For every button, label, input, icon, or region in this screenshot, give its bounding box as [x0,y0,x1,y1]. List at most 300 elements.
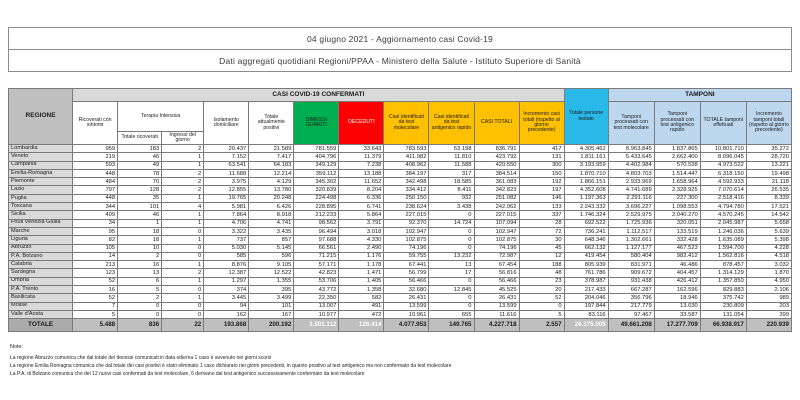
data-cell: 14 [73,252,118,260]
data-cell: 761.786 [564,269,608,277]
data-cell: 10.801.710 [700,145,746,153]
data-cell: 7.238 [339,161,384,169]
data-cell: 349.129 [294,161,339,169]
data-cell: 4.803.703 [608,169,654,177]
data-cell: 582 [339,294,384,302]
data-cell: 197 [519,186,564,194]
footnotes-list [10,354,451,378]
data-cell: 982.412 [654,252,700,260]
data-cell: 4.402.984 [608,161,654,169]
col-header-casi-antigenico: Casi identificati da test antigenico rapido [429,102,474,145]
data-cell: 7.152 [204,153,249,161]
data-cell: 11.688 [204,169,249,177]
col-header-incremento-casi: Incremento casi totali (rispetto al giorno precedente) [519,102,564,145]
data-cell: 1.314.129 [700,269,746,277]
data-cell: 49 [118,161,162,169]
data-cell: 212.233 [294,211,339,219]
data-cell: 52 [519,294,564,302]
data-cell: 1 [162,194,204,202]
data-cell: 12.845 [429,286,474,294]
data-cell: 10.961 [384,310,429,318]
region-name: Lazio [9,186,73,194]
data-cell: 92.370 [384,219,429,227]
col-header-attualmente-positivi: Totale attualmente positivi [249,102,294,145]
data-cell: 95 [73,227,118,235]
data-cell: 64.183 [249,161,294,169]
data-cell: 17.521 [746,203,791,211]
region-name: Sicilia [9,211,73,219]
data-cell: 3.696.227 [608,203,654,211]
data-cell: 0 [118,302,162,310]
data-cell: 105 [73,244,118,252]
data-cell: 11.616 [474,310,519,318]
data-cell: 5 [118,286,162,294]
data-cell: 0 [162,302,204,310]
totals-cell: 200.192 [249,319,294,332]
region-name: Puglia [9,194,73,202]
data-cell: 4.706 [204,219,249,227]
data-cell: 408.962 [384,161,429,169]
data-cell: 5.864 [339,211,384,219]
totals-cell: 4.077.953 [384,319,429,332]
data-cell: 2.106 [746,286,791,294]
data-cell: 2.243.332 [564,203,608,211]
data-cell: 97.467 [608,310,654,318]
data-cell: 648.346 [564,236,608,244]
data-cell: 1.594.700 [700,244,746,252]
table-body [9,145,792,332]
col-header-tamponi-totale: TOTALE tamponi effettuati [700,102,746,145]
data-cell: 3.435 [249,227,294,235]
data-cell: 250.150 [384,194,429,202]
data-cell: 83.116 [564,310,608,318]
data-cell: 42.823 [294,269,339,277]
data-cell: 18 [118,227,162,235]
data-cell: 2 [162,269,204,277]
data-cell: 378.987 [564,277,608,285]
data-cell: 931.438 [608,277,654,285]
data-cell: 13.007 [294,302,339,310]
data-cell: 4.973.522 [700,161,746,169]
table-row [9,294,792,302]
data-cell: 829.883 [700,286,746,294]
data-cell: 836.791 [474,145,519,153]
data-cell: 13.780 [249,186,294,194]
data-cell: 13.188 [339,169,384,177]
data-cell: 0 [162,227,204,235]
data-cell: 781.559 [294,145,339,153]
data-cell: 98.562 [294,219,339,227]
col-header-isolamento: Isolamento domiciliare [204,102,249,145]
data-cell: 342.498 [384,178,429,186]
table-row [9,252,792,260]
data-cell: 2 [162,169,204,177]
data-cell: 101 [249,302,294,310]
data-cell: 317 [429,169,474,177]
data-cell: 238.624 [384,203,429,211]
data-cell: 23 [519,277,564,285]
data-cell: 102.947 [474,227,519,235]
report-date-title: 04 giugno 2021 - Aggiornamento casi Covid-19 [306,33,493,44]
data-cell: 26.535 [746,186,791,194]
data-cell: 805.939 [564,261,608,269]
data-cell: 0 [162,310,204,318]
data-cell: 1.746.324 [564,211,608,219]
data-cell: 0 [429,277,474,285]
data-cell: 228.895 [294,203,339,211]
data-cell: 128 [118,186,162,194]
col-header-ricoverati: Ricoverati con sintomi [73,102,118,145]
table-row [9,244,792,252]
data-cell: 8.411 [429,186,474,194]
data-cell: 1.562.816 [700,252,746,260]
data-cell: 20.248 [249,194,294,202]
data-cell: 1.098.553 [654,203,700,211]
region-name: Umbria [9,277,73,285]
data-cell: 13.599 [384,302,429,310]
data-cell: 342.823 [474,186,519,194]
data-cell: 1.405 [339,277,384,285]
region-name: Toscana [9,203,73,211]
data-cell: 5.981 [204,203,249,211]
data-cell: 33.643 [339,145,384,153]
data-cell: 1.635.089 [700,236,746,244]
data-cell: 300 [519,161,564,169]
data-cell: 5.030 [204,244,249,252]
totals-cell: 220.939 [746,319,791,332]
table-row [9,194,792,202]
data-cell: 14.724 [429,219,474,227]
data-cell: 11.379 [339,153,384,161]
data-cell: 34 [73,219,118,227]
data-cell: 183 [118,145,162,153]
totals-row [9,319,792,332]
data-cell: 0 [162,286,204,294]
data-cell: 404.457 [654,269,700,277]
data-cell: 52 [73,294,118,302]
data-cell: 3.032 [746,261,791,269]
table-row [9,161,792,169]
data-cell: 1.870 [746,269,791,277]
data-cell: 374 [204,286,249,294]
table-header [9,89,792,145]
data-cell: 593 [73,161,118,169]
data-cell: 74.196 [474,244,519,252]
col-header-tamponi-antigenico: Tamponi processati con test antigenico rapido [654,102,700,145]
data-cell: 5.145 [249,244,294,252]
data-cell: 1 [162,294,204,302]
data-cell: 1.197.363 [564,194,608,202]
data-cell: 332.428 [654,236,700,244]
data-cell: 204.046 [564,294,608,302]
data-cell: 46 [118,153,162,161]
data-cell: 1 [162,261,204,269]
data-cell: 2.662.400 [654,153,700,161]
table-row [9,269,792,277]
data-cell: 2.291.116 [608,194,654,202]
data-cell: 133 [519,203,564,211]
data-cell: 131.054 [700,310,746,318]
data-cell: 53.706 [294,277,339,285]
data-cell: 10.977 [294,310,339,318]
footnote-item: La P.A. di Bolzano comunica che dei 12 nuovi casi confermati da test molecolare, 6 derivano dal test antigenico successivamente confermato da test molecolare [10,370,365,377]
region-name: Calabria [9,261,73,269]
data-cell: 6.318.150 [700,169,746,177]
data-cell: 0 [429,244,474,252]
data-cell: 7.070.614 [700,186,746,194]
data-cell: 18.946 [654,294,700,302]
region-name: Piemonte [9,178,73,186]
data-cell: 1.357.850 [700,277,746,285]
region-name: Friuli Venezia Giulia [9,219,73,227]
data-cell: 3.975 [204,178,249,186]
data-cell: 4.794.780 [700,203,746,211]
data-cell: 0 [162,252,204,260]
data-cell: 203 [746,302,791,310]
data-cell: 66.561 [294,244,339,252]
data-cell: 26.431 [384,294,429,302]
col-header-ti-ingressi: Ingressi del giorno [162,132,204,145]
data-cell: 97.688 [294,236,339,244]
data-cell: 361.083 [474,178,519,186]
data-cell: 1.355 [249,277,294,285]
data-cell: 1.246.036 [700,227,746,235]
data-cell: 8.918 [249,211,294,219]
data-cell: 3.499 [249,294,294,302]
col-header-ti-totale: Totale ricoverati [118,132,162,145]
totals-cell: 49.661.208 [608,319,654,332]
data-cell: 96.494 [294,227,339,235]
data-cell: 3.445 [204,294,249,302]
totals-cell: 193.868 [204,319,249,332]
data-cell: 94 [204,302,249,310]
region-name: P.A. Bolzano [9,252,73,260]
data-cell: 2.328.925 [654,186,700,194]
data-cell: 1.358 [339,286,384,294]
data-cell: 857 [249,236,294,244]
data-cell: 5 [519,310,564,318]
data-cell: 337 [519,211,564,219]
data-cell: 102.947 [384,227,429,235]
data-cell: 1.658.964 [654,178,700,186]
data-cell: 419.454 [564,252,608,260]
totals-cell: 149.765 [429,319,474,332]
data-cell: 213 [73,261,118,269]
region-name: Veneto [9,153,73,161]
data-cell: 33.587 [654,310,700,318]
totals-cell: 17.277.709 [654,319,700,332]
data-cell: 63.541 [204,161,249,169]
data-cell: 78 [118,169,162,177]
data-cell: 230.809 [700,302,746,310]
data-cell: 72.987 [474,252,519,260]
data-cell: 0 [118,310,162,318]
data-cell: 491 [339,302,384,310]
totals-cell: 26.375.005 [564,319,608,332]
table-row [9,310,792,318]
data-cell: 35.272 [746,145,791,153]
data-cell: 217.779 [608,302,654,310]
totals-label: TOTALE [9,319,73,332]
data-cell: 2 [162,145,204,153]
data-cell: 1 [162,153,204,161]
data-cell: 2.040.270 [654,211,700,219]
data-cell: 162 [204,310,249,318]
data-cell: 18.585 [429,178,474,186]
data-cell: 909.672 [608,269,654,277]
data-cell: 146 [519,194,564,202]
data-cell: 417 [519,145,564,153]
data-cell: 2 [118,294,162,302]
data-cell: 35 [118,194,162,202]
data-cell: 74.196 [384,244,429,252]
data-cell: 4.330 [339,236,384,244]
data-cell: 28.720 [746,153,791,161]
data-cell: 32.680 [384,286,429,294]
data-cell: 797 [73,186,118,194]
table-row [9,277,792,285]
data-cell: 131 [519,153,564,161]
data-cell: 188 [519,261,564,269]
data-cell: 484 [73,178,118,186]
data-cell: 71.215 [294,252,339,260]
totals-cell: 22 [162,319,204,332]
data-cell: 56.816 [474,269,519,277]
data-cell: 20.437 [204,145,249,153]
data-cell: 150 [519,169,564,177]
data-cell: 72 [519,227,564,235]
data-cell: 1.112.517 [608,227,654,235]
data-cell: 1.866.151 [564,178,608,186]
col-header-dimessi-guariti: DIMESSI GUARITI [294,102,339,145]
data-cell: 5.398 [746,236,791,244]
data-cell: 45 [519,244,564,252]
data-cell: 56.466 [474,277,519,285]
data-cell: 4.305.462 [564,145,608,153]
totals-cell: 3.901.112 [294,319,339,332]
data-cell: 13.221 [746,161,791,169]
table-row [9,169,792,177]
data-cell: 20 [519,286,564,294]
data-cell: 21.589 [249,145,294,153]
data-cell: 59.755 [384,252,429,260]
table-row [9,203,792,211]
totals-cell: 4.227.718 [474,319,519,332]
data-cell: 13.232 [429,252,474,260]
table-row [9,186,792,194]
data-cell: 9.105 [249,261,294,269]
data-cell: 67.454 [474,261,519,269]
data-cell: 1.297 [204,277,249,285]
footnote-item: La regione Emilia Romagna comunica che dal totale dei casi positivi è stato eliminato 1 caso dichiarato nei giorni precedenti, in quanto positivo al test antigenico ma non confermato da test molecolare [10,362,452,369]
data-cell: 43.772 [294,286,339,294]
data-cell: 375.742 [700,294,746,302]
table-row [9,236,792,244]
data-cell: 1.811.161 [564,153,608,161]
data-cell: 197.844 [564,302,608,310]
region-name: Lombardia [9,145,73,153]
data-cell: 395 [249,286,294,294]
data-cell: 7.864 [204,211,249,219]
data-cell: 4.352.608 [564,186,608,194]
report-title-box [8,27,792,72]
col-header-persone-testate: Totale persone testate [564,89,608,145]
data-cell: 2.490 [339,244,384,252]
col-header-terapia-intensiva: Terapia Intensiva [118,102,204,132]
table-row [9,219,792,227]
data-cell: 5.433.645 [608,153,654,161]
data-cell: 359.112 [294,169,339,177]
data-cell: 6.426 [249,203,294,211]
data-cell: 831.971 [608,261,654,269]
data-cell: 227.015 [474,211,519,219]
data-cell: 1.176 [339,252,384,260]
region-name: Molise [9,302,73,310]
data-cell: 4 [162,203,204,211]
data-cell: 662.132 [564,244,608,252]
data-cell: 345.302 [294,178,339,186]
data-cell: 11.588 [429,161,474,169]
report-source-subtitle: Dati aggregati quotidiani Regioni/PPAA - Ministero della Salute - Istituto Superiore di Sanità [9,49,791,71]
data-cell: 21.118 [746,178,791,186]
data-cell: 162.596 [654,286,700,294]
band-tamponi: TAMPONI [608,89,791,102]
data-cell: 384.514 [474,169,519,177]
data-cell: 101 [118,203,162,211]
data-cell: 19.498 [746,169,791,177]
data-cell: 932 [429,194,474,202]
data-cell: 56.466 [384,277,429,285]
data-cell: 67.441 [384,261,429,269]
data-cell: 167 [249,310,294,318]
data-cell: 1 [162,219,204,227]
data-cell: 320.051 [654,219,700,227]
data-cell: 4.518 [746,252,791,260]
data-cell: 13 [118,269,162,277]
data-cell: 411.982 [384,153,429,161]
data-cell: 56.799 [384,269,429,277]
data-cell: 46.486 [654,261,700,269]
data-cell: 959 [73,145,118,153]
data-cell: 12.387 [204,269,249,277]
region-name: Valle d'Aosta [9,310,73,318]
table-row [9,261,792,269]
data-cell: 3.322 [204,227,249,235]
table-row [9,286,792,294]
region-name: Marche [9,227,73,235]
totals-cell: 836 [118,319,162,332]
data-cell: 737 [204,236,249,244]
col-header-regione: REGIONE [9,89,73,145]
data-cell: 6.741 [339,203,384,211]
data-cell: 8.204 [339,186,384,194]
band-casi-confermati: CASI COVID-19 CONFERMATI [73,89,565,102]
data-cell: 133.519 [654,227,700,235]
data-cell: 1.514.447 [654,169,700,177]
footnote-item: La regione Abruzzo comunica che dal totale dei decessi comunicati in data odierna 1 caso è avvenuto nei giorni scorsi [10,354,272,361]
data-cell: 426.412 [654,277,700,285]
data-cell: 1.302.661 [608,236,654,244]
data-cell: 227.015 [384,211,429,219]
data-cell: 6.336 [339,194,384,202]
table-row [9,145,792,153]
data-cell: 783.593 [384,145,429,153]
data-cell: 989 [746,294,791,302]
data-cell: 16 [73,286,118,294]
data-cell: 102.875 [384,236,429,244]
data-cell: 420.550 [474,161,519,169]
data-cell: 2.045.987 [700,219,746,227]
